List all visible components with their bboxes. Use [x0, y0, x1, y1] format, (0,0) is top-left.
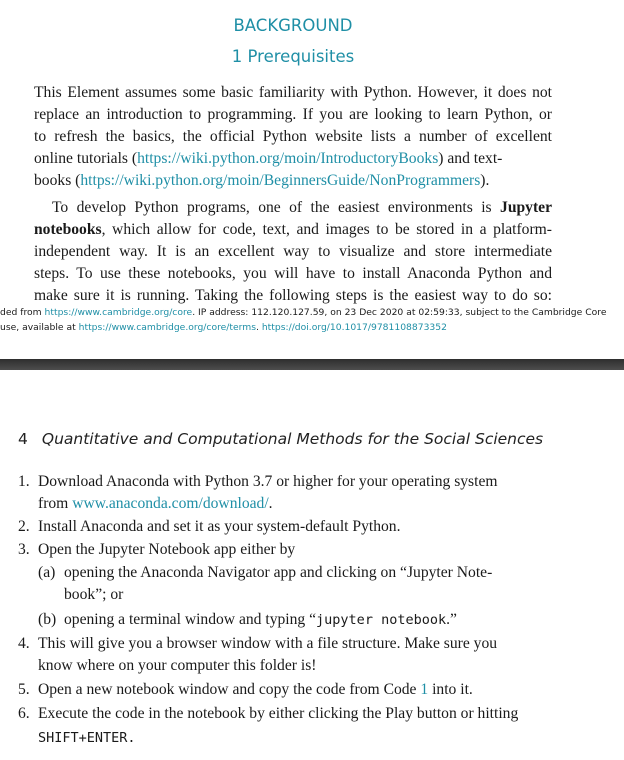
list-number: 3.: [18, 541, 30, 558]
list-number: 2.: [18, 518, 30, 535]
sublist-item-text: [64, 609, 457, 631]
text: . IP address: 112.120.127.59, on 23 Dec 2020 at 02:59:33, subject to the Cambridge Core: [192, 307, 607, 318]
sublist-label: (b): [38, 611, 57, 628]
text: .: [268, 495, 273, 512]
text: .: [256, 322, 262, 333]
beginners-guide-link[interactable]: https://wiki.python.org/moin/BeginnersGuide/NonProgrammers: [80, 172, 481, 189]
list-item-text: Execute the code in the notebook by either clicking the Play button or hitting: [38, 705, 519, 722]
keyboard-shortcut: SHIFT+ENTER.: [38, 730, 136, 746]
bold-term: notebooks: [34, 221, 102, 238]
bold-term: Jupyter: [500, 199, 552, 216]
paragraph-line: to refresh the basics, the official Python website lists a number of excellent: [34, 128, 552, 145]
text: books (: [34, 172, 81, 189]
paragraph-line: independent way. It is an excellent way to visualize and store intermediate: [34, 243, 552, 260]
subsection-heading: 1 Prerequisites: [231, 47, 355, 66]
paragraph-line: [34, 219, 552, 241]
text: ded from: [0, 307, 45, 318]
text: opening a terminal window and typing “: [64, 611, 317, 628]
list-item-text: know where on your computer this folder is!: [38, 657, 317, 674]
paragraph-line: make sure it is running. Taking the following steps is the easiest way to do so:: [34, 287, 552, 304]
paragraph-line: [34, 170, 552, 192]
text: into it.: [428, 681, 473, 698]
list-number: 6.: [18, 705, 30, 722]
sublist-label: (a): [38, 564, 56, 581]
text: .”: [446, 611, 457, 628]
inline-code: jupyter notebook: [316, 612, 447, 628]
cambridge-core-link[interactable]: https://www.cambridge.org/core: [44, 307, 193, 318]
list-item-text: This will give you a browser window with a file structure. Make sure you: [38, 635, 498, 652]
paragraph-line: This Element assumes some basic familiarity with Python. However, it does not: [34, 84, 552, 101]
paragraph-line: [34, 148, 552, 170]
list-number: 1.: [18, 473, 30, 490]
text: , which allow for code, text, and images to be stored in a platform-: [101, 221, 552, 238]
terms-notice: [0, 322, 447, 333]
list-item-text: [38, 493, 273, 515]
code-reference-link[interactable]: 1: [420, 681, 429, 698]
text: use, available at: [0, 322, 79, 333]
page-number: 4: [18, 430, 28, 448]
text: online tutorials (: [34, 150, 138, 167]
text: from: [38, 495, 73, 512]
paragraph-line: [52, 197, 552, 219]
list-item-text: Download Anaconda with Python 3.7 or higher for your operating system: [38, 473, 498, 490]
list-number: 4.: [18, 635, 30, 652]
page-divider: [0, 359, 624, 370]
sublist-item-text: opening the Anaconda Navigator app and clicking on “Jupyter Note-: [64, 564, 493, 581]
text: To develop Python programs, one of the easiest environments is: [52, 199, 501, 216]
text: ) and text-: [438, 150, 503, 167]
paragraph-line: steps. To use these notebooks, you will have to install Anaconda Python and: [34, 265, 552, 282]
terms-link[interactable]: https://www.cambridge.org/core/terms: [78, 322, 257, 333]
text: Open a new notebook window and copy the code from Code: [38, 681, 421, 698]
list-item-text: Install Anaconda and set it as your system-default Python.: [38, 518, 401, 535]
running-header: [18, 430, 543, 448]
text: ).: [480, 172, 490, 189]
list-number: 5.: [18, 681, 30, 698]
introductory-books-link[interactable]: https://wiki.python.org/moin/IntroductoryBooks: [137, 150, 439, 167]
download-notice: [0, 307, 606, 318]
anaconda-download-link[interactable]: www.anaconda.com/download/: [72, 495, 269, 512]
running-title: Quantitative and Computational Methods for the Social Sciences: [41, 430, 544, 448]
list-item-text: [38, 679, 473, 701]
sublist-item-text: book”; or: [64, 586, 124, 603]
section-heading: BACKGROUND: [233, 16, 353, 35]
list-item-text: Open the Jupyter Notebook app either by: [38, 541, 296, 558]
paragraph-line: replace an introduction to programming. If you are looking to learn Python, or: [34, 106, 552, 123]
doi-link[interactable]: https://doi.org/10.1017/9781108873352: [261, 322, 447, 333]
